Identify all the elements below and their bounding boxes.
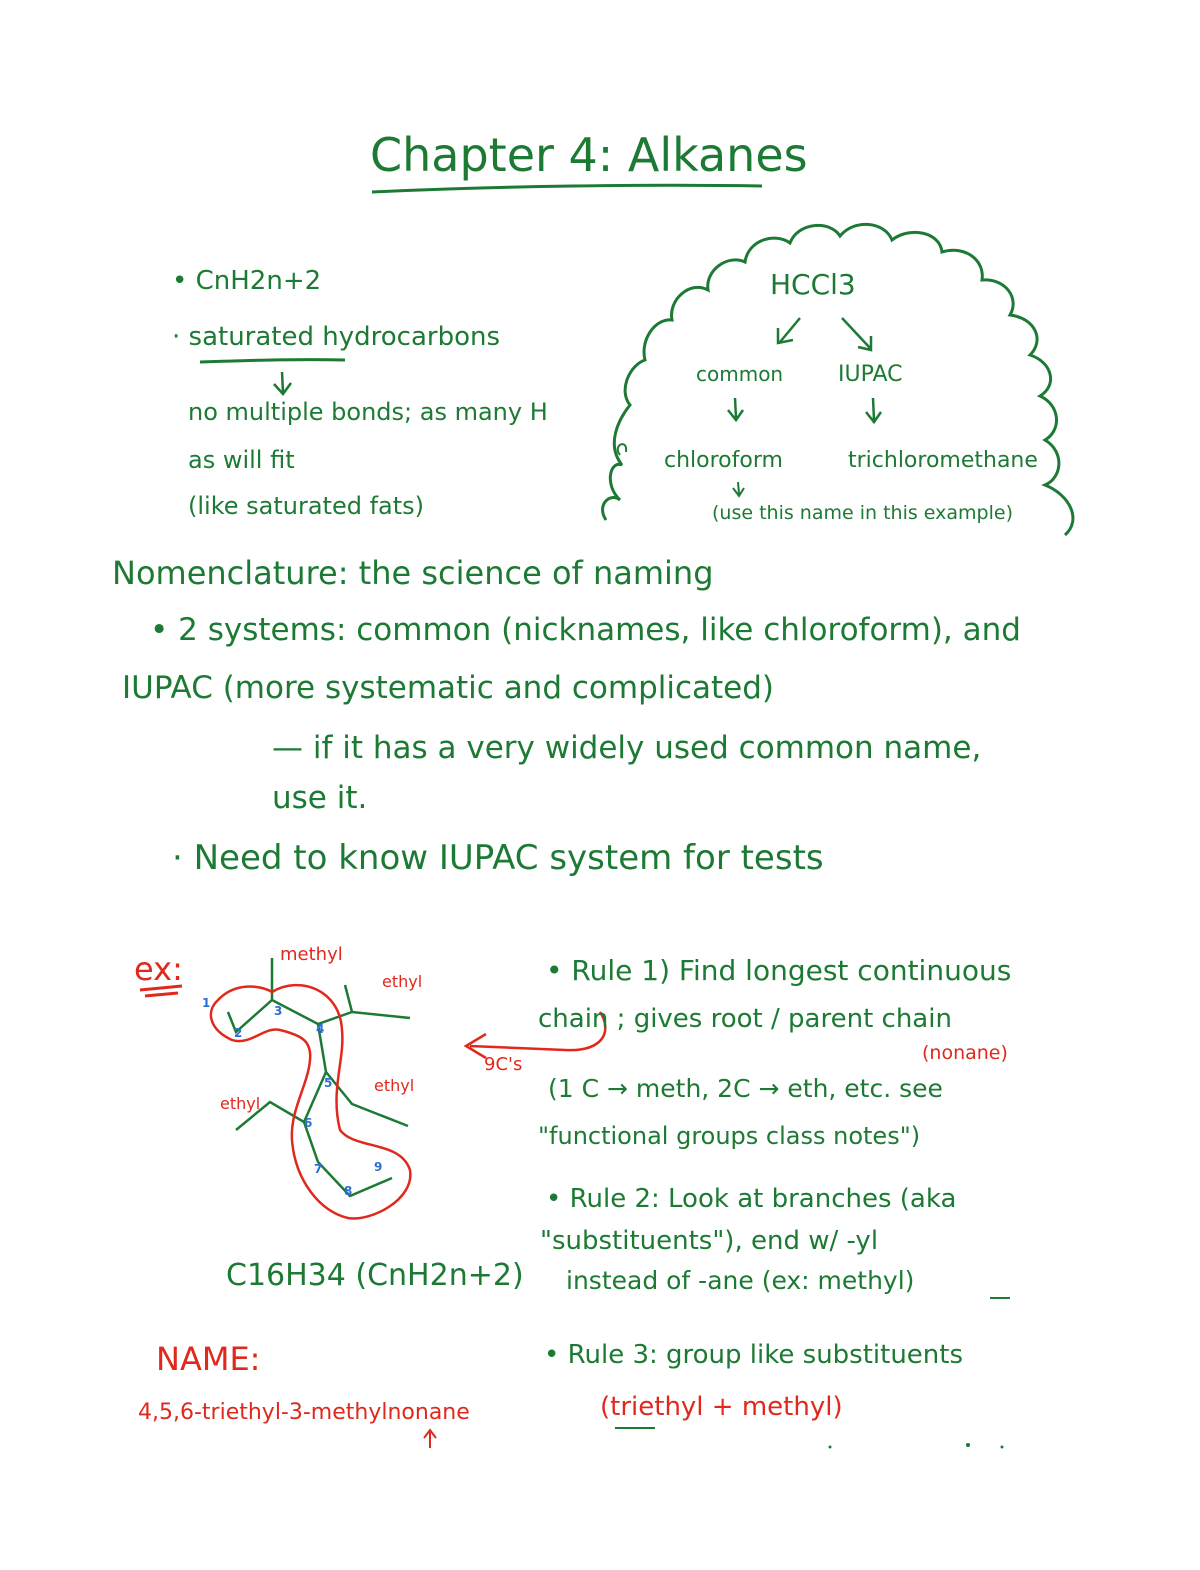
carbon-number-4: 4 — [316, 1022, 325, 1036]
carbon-number-3: 3 — [274, 1004, 283, 1018]
saturated-bullet: · saturated hydrocarbons — [172, 322, 501, 352]
rule1-line-2: chain ; gives root / parent chain — [538, 1004, 952, 1034]
saturated-note-line-3: (like saturated fats) — [188, 492, 425, 520]
carbon-number-1: 1 — [202, 996, 211, 1010]
systems-line-2: IUPAC (more systematic and complicated) — [122, 670, 775, 706]
saturated-note-line-2: as will fit — [188, 446, 295, 474]
formula-bullet-text: CnH2n+2 — [195, 266, 322, 296]
carbon-number-6: 6 — [304, 1116, 313, 1130]
rule2-line-3: instead of -ane (ex: methyl) — [566, 1266, 915, 1295]
carbon-number-9: 9 — [374, 1160, 383, 1174]
example-label: ex: — [134, 950, 183, 988]
cloud-chloroform: chloroform — [664, 448, 783, 473]
rule1-nonane: (nonane) — [922, 1042, 1008, 1064]
ethyl-left-label: ethyl — [220, 1094, 261, 1113]
cloud-iupac-label: IUPAC — [838, 362, 903, 387]
name-up-arrow — [424, 1430, 436, 1448]
cloud-curl — [618, 444, 626, 455]
rule3-line-1: • Rule 3: group like substituents — [544, 1340, 964, 1370]
systems-line-1: • 2 systems: common (nicknames, like chloroform), and — [150, 612, 1021, 648]
cloud-trichloromethane: trichloromethane — [848, 448, 1038, 473]
need-iupac-line: · Need to know IUPAC system for tests — [172, 838, 824, 878]
title-underline — [372, 185, 762, 192]
formula-bullet: • CnH2n+2 — [172, 266, 322, 296]
ethyl-right-label: ethyl — [374, 1076, 415, 1095]
page-title: Chapter 4: Alkanes — [370, 128, 808, 182]
carbon-number-2: 2 — [234, 1026, 243, 1040]
nine-carbons-label: 9C's — [484, 1054, 523, 1075]
carbon-number-5: 5 — [324, 1076, 333, 1090]
rule1-line-4: "functional groups class notes") — [538, 1122, 921, 1150]
cloud-common-label: common — [696, 362, 784, 386]
formula-left-arrow — [778, 318, 800, 343]
carbon-number-7: 7 — [314, 1162, 323, 1176]
nomenclature-heading: Nomenclature: the science of naming — [112, 554, 714, 592]
rule1-line-3: (1 C → meth, 2C → eth, etc. see — [548, 1074, 943, 1103]
iupac-name-value: 4,5,6-triethyl-3-methylnonane — [138, 1400, 470, 1425]
rule2-line-1: • Rule 2: Look at branches (aka — [546, 1184, 957, 1214]
chloroform-down-arrow — [733, 482, 744, 496]
common-down-arrow — [728, 398, 743, 420]
saturated-down-arrow — [274, 372, 291, 394]
name-label: NAME: — [156, 1340, 261, 1378]
ethyl-top-label: ethyl — [382, 972, 423, 991]
cloud-formula: HCCl3 — [770, 268, 856, 301]
rule2-line-2: "substituents"), end w/ -yl — [540, 1226, 879, 1256]
widely-used-line-2: use it. — [272, 780, 368, 816]
widely-used-line-1: — if it has a very widely used common name, — [272, 730, 982, 766]
molecular-formula: C16H34 (CnH2n+2) — [226, 1258, 524, 1293]
cloud-note: (use this name in this example) — [712, 502, 1013, 524]
saturated-bullet-text: saturated hydrocarbons — [188, 322, 501, 352]
trailing-dots — [829, 1443, 1004, 1449]
rule3-line-2: (triethyl + methyl) — [600, 1392, 843, 1422]
iupac-down-arrow — [866, 398, 881, 422]
carbon-number-8: 8 — [344, 1184, 353, 1198]
formula-right-arrow — [842, 318, 871, 350]
saturated-note-line-1: no multiple bonds; as many H — [188, 398, 548, 426]
rule1-line-1: • Rule 1) Find longest continuous — [546, 954, 1012, 987]
saturated-underline — [200, 360, 345, 362]
methyl-label: methyl — [280, 944, 343, 965]
